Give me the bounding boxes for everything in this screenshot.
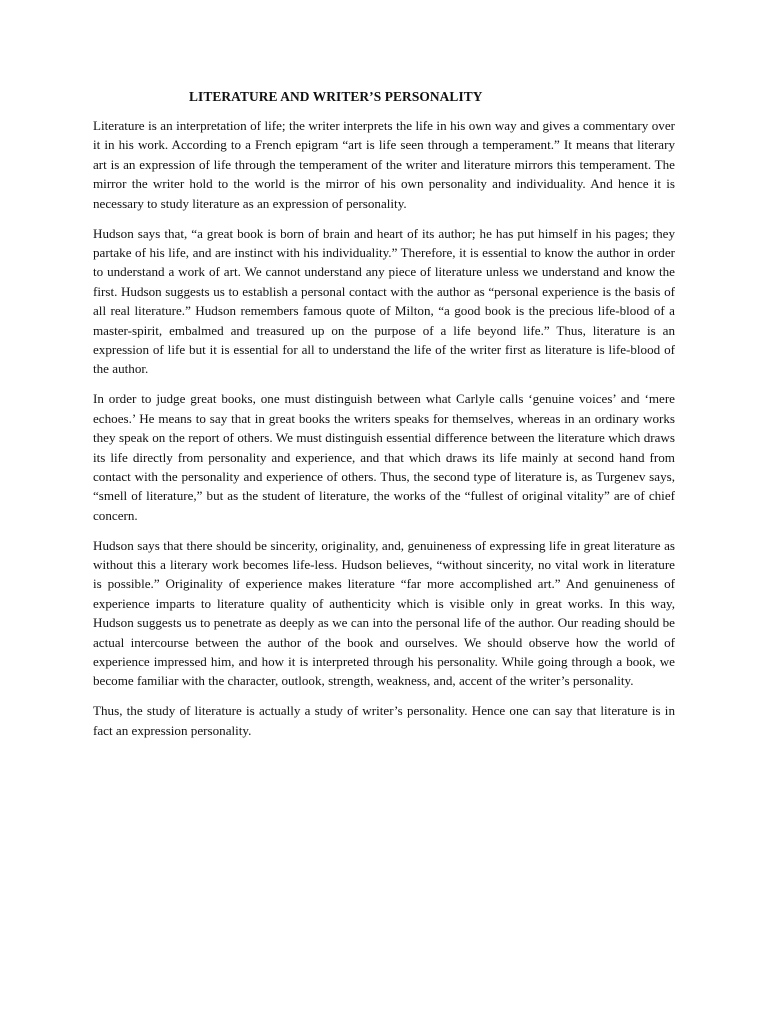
- paragraph-1: Literature is an interpretation of life; the writer interprets the life in his own way and gives a commentary over it in his work. According to a French epigram “art is life seen through a temperament.” It means that literary art is an expression of life through the temperament of the writer and literature mirrors this temperament. The mirror the writer hold to the world is the mirror of his own personality and individuality. And hence it is necessary to study literature as an expression of personality.: [93, 118, 675, 211]
- paragraph-3: In order to judge great books, one must distinguish between what Carlyle calls ‘genuine voices’ and ‘mere echoes.’ He means to say that in great books the writers speaks for themselves, whereas in an ordinary works they speak on the report of others. We must distinguish essential difference between the literature which draws its life directly from personality and experience, and that which draws its life mainly at second hand from contact with the personality and experience of others. Thus, the second type of literature is, as Turgenev says, “smell of literature,” but as the student of literature, the works of the “fullest of original vitality” are of chief concern.: [93, 391, 675, 523]
- paragraph-2: Hudson says that, “a great book is born of brain and heart of its author; he has put himself in his pages; they partake of his life, and are instinct with his individuality.” Therefore, it is essential to know the author in order to understand a work of art. We cannot understand any piece of literature unless we understand and know the first. Hudson suggests us to establish a personal contact with the author as “personal experience is the basis of all real literature.” Hudson remembers famous quote of Milton, “a good book is the precious life-blood of a master-spirit, embalmed and treasured up on the purpose of a life beyond life.” Thus, literature is an expression of life but it is essential for all to understand the life of the writer first as literature is life-blood of the author.: [93, 225, 675, 377]
- document-page: [93, 87, 675, 751]
- paragraph-5: Thus, the study of literature is actually a study of writer’s personality. Hence one can say that literature is in fact an expression personality.: [93, 703, 675, 738]
- document-title: LITERATURE AND WRITER’S PERSONALITY: [189, 89, 483, 104]
- paragraph-4: Hudson says that there should be sincerity, originality, and, genuineness of expressing life in great literature as without this a literary work becomes life-less. Hudson believes, “without sincerity, no vital work in literature is possible.” Originality of experience makes literature “far more accomplished art.” And genuineness of experience imparts to literature quality of authenticity which is visible only in great works. In this way, Hudson suggests us to penetrate as deeply as we can into the personal life of the author. Our reading should be actual intercourse between the author of the book and ourselves. We should observe how the world of experience impressed him, and how it is interpreted through his personality. While going through a book, we become familiar with the character, outlook, strength, weakness, and, accent of the writer’s personality.: [93, 537, 675, 689]
